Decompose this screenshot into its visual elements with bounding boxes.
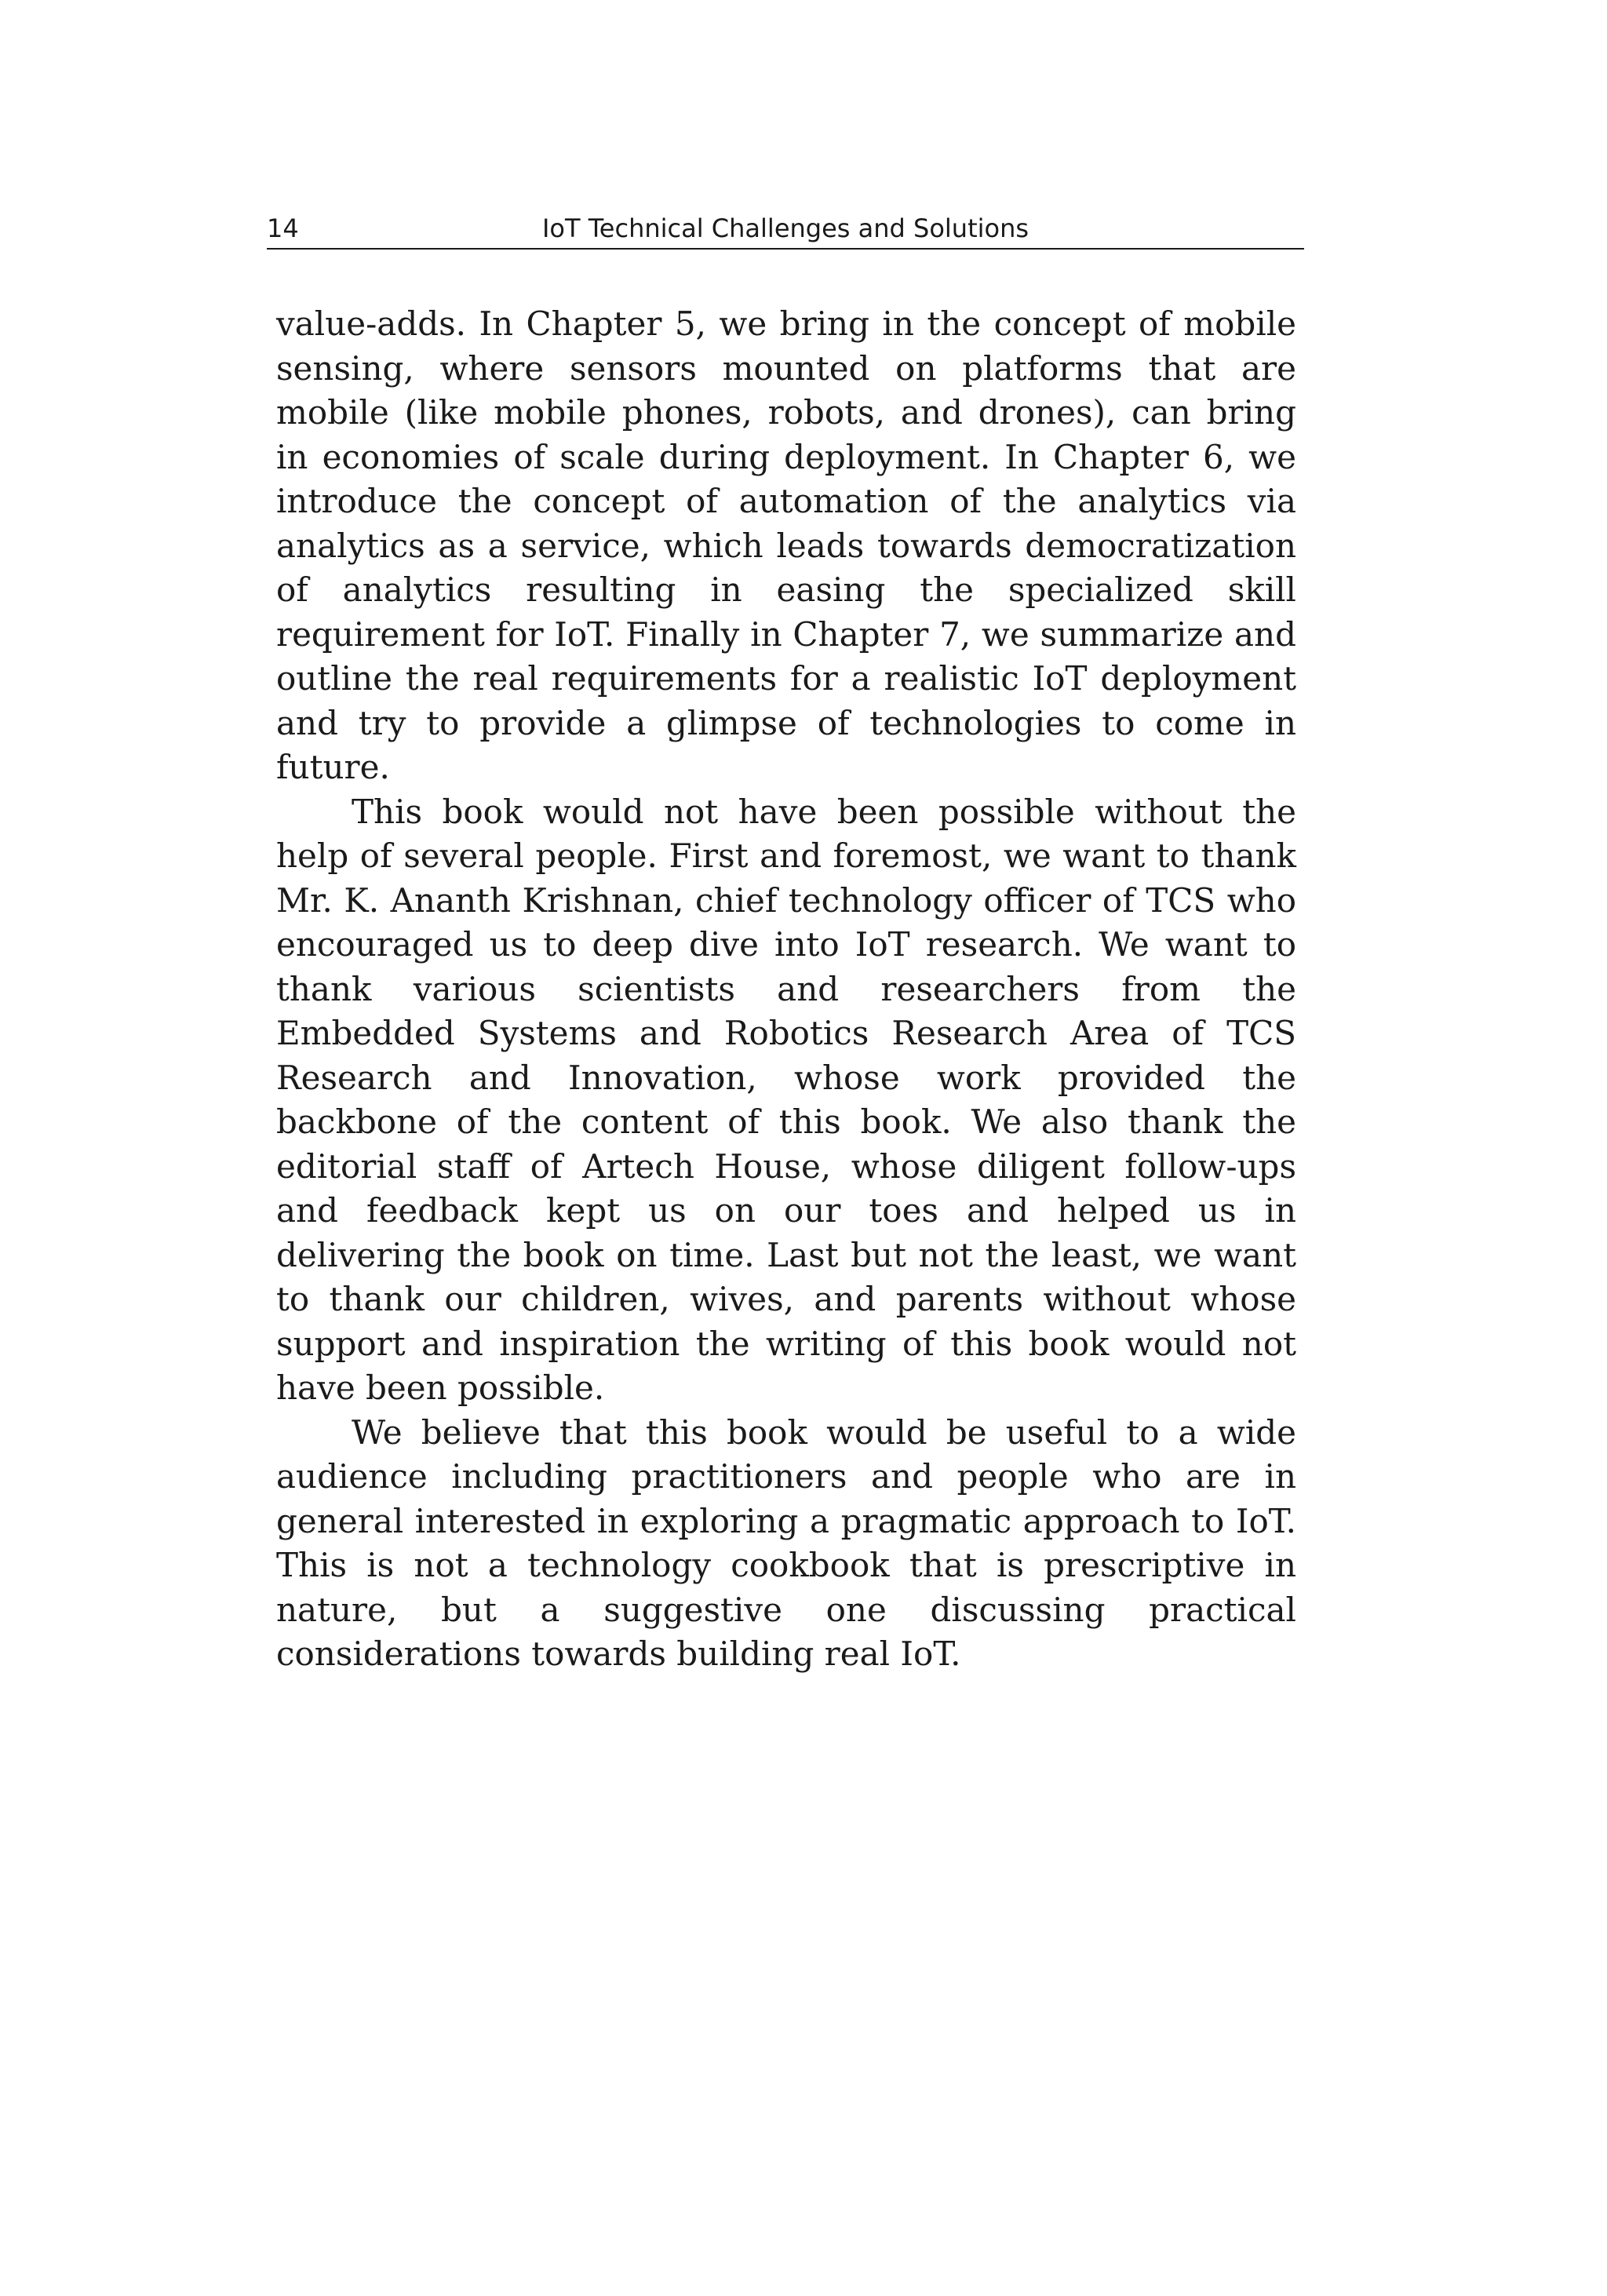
page-number: 14 — [267, 213, 299, 243]
paragraph: We believe that this book would be useful to a wide audience including practitioners and people who are in general interested in exploring a pragmatic approach to IoT. This is not a technology cookbook that is prescriptive in nature, but a suggestive one discussing practical considerations towards building real IoT. — [276, 1412, 1296, 1673]
running-head — [267, 209, 1304, 250]
running-title: IoT Technical Challenges and Solutions — [541, 213, 1029, 243]
paragraph: This book would not have been possible without the help of several people. First and foremost, we want to thank Mr. K. Ananth Krishnan, chief technology officer of TCS who encouraged us to deep dive into IoT research. We want to thank various scientists and researchers from the Embedded Systems and Robotics Research Area of TCS Research and Innovation, whose work provided the backbone of the content of this book. We also thank the editorial staff of Artech House, whose diligent follow-ups and feedback kept us on our toes and helped us in delivering the book on time. Last but not the least, we want to thank our children, wives, and parents without whose support and inspiration the writing of this book would not have been possible. — [276, 792, 1296, 1407]
body-text — [276, 302, 1296, 1677]
paragraph: value-adds. In Chapter 5, we bring in the concept of mobile sensing, where sensors mounted on platforms that are mobile (like mobile phones, robots, and drones), can bring in economies of scale during deployment. In Chapter 6, we introduce the concept of automation of the analytics via analytics as a service, which leads towards democratization of analytics resulting in easing the specialized skill requirement for IoT. Finally in Chapter 7, we summarize and outline the real requirements for a realistic IoT deployment and try to provide a glimpse of technologies to come in future. — [276, 304, 1296, 786]
